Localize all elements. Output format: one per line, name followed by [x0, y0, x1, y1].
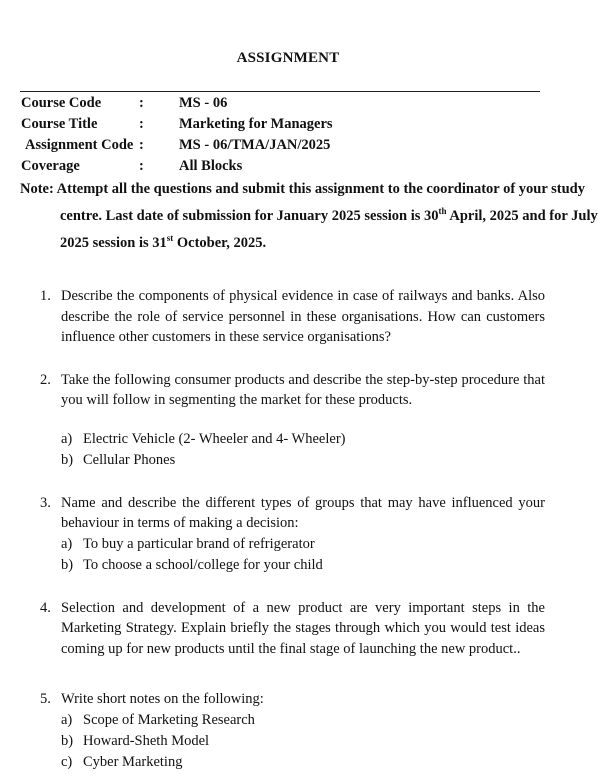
note-superscript: st — [166, 233, 174, 243]
sub-question-item — [61, 429, 545, 450]
sub-question-item — [61, 555, 545, 576]
question-item — [40, 370, 545, 411]
sub-question-text: Electric Vehicle (2- Wheeler and 4- Wheeler) — [83, 430, 346, 447]
meta-label: Course Title — [21, 116, 98, 132]
meta-colon: : — [139, 95, 144, 111]
question-number: 1. — [40, 288, 51, 304]
sub-question-item — [61, 752, 545, 773]
meta-label: Assignment Code — [25, 137, 134, 153]
sub-question-text: Cellular Phones — [83, 451, 176, 468]
meta-value: MS - 06 — [179, 95, 228, 111]
meta-row-coverage — [21, 156, 541, 177]
sub-question-text: To buy a particular brand of refrigerator — [83, 535, 315, 552]
question-item — [40, 493, 545, 534]
question-text: Selection and development of a new product are very important steps in the Marketing Strategy. Explain briefly the stages through which you would test ideas coming up for new products until the final stage of launching the new product.. — [61, 599, 545, 657]
submission-note — [20, 176, 598, 257]
header-rule — [20, 91, 540, 92]
question-text: Name and describe the different types of groups that may have influenced your behaviour in terms of making a decision: — [61, 494, 545, 531]
meta-colon: : — [139, 137, 144, 153]
sub-question-text: To choose a school/college for your child — [83, 556, 323, 573]
question-text: Describe the components of physical evidence in case of railways and banks. Also describe the role of service personnel in these organisations. How can customers influence other customers in these service organisations? — [61, 288, 545, 345]
question-number: 3. — [40, 494, 51, 511]
question-text: Write short notes on the following: — [61, 691, 264, 707]
note-text: April, 2025 and for July — [446, 208, 598, 224]
meta-colon: : — [139, 116, 144, 132]
note-line — [20, 230, 546, 257]
meta-row-course-title — [21, 114, 541, 135]
meta-value: Marketing for Managers — [179, 116, 333, 132]
document-title: ASSIGNMENT — [236, 50, 340, 66]
meta-value: All Blocks — [179, 158, 243, 174]
sub-question-letter: b) — [61, 451, 74, 468]
meta-value: MS - 06/TMA/JAN/2025 — [179, 137, 331, 153]
course-meta-table — [21, 93, 541, 177]
sub-question-letter: c) — [61, 753, 73, 770]
meta-row-course-code — [21, 93, 541, 114]
question-text: Take the following consumer products and describe the step-by-step procedure that you will follow in segmenting the market for these products. — [61, 371, 545, 408]
sub-question-text: Scope of Marketing Research — [83, 711, 255, 728]
sub-question-item — [61, 710, 545, 731]
sub-question-letter: b) — [61, 732, 74, 749]
meta-label: Course Code — [21, 95, 102, 111]
sub-question-item — [61, 731, 545, 752]
question-item — [40, 689, 545, 710]
note-superscript: th — [438, 206, 447, 216]
sub-question-text: Howard-Sheth Model — [83, 732, 210, 749]
sub-question-letter: a) — [61, 711, 73, 728]
meta-label: Coverage — [21, 158, 80, 174]
note-text: 2025 session is 31 — [60, 235, 167, 251]
note-text: centre. Last date of submission for January 2025 session is 30 — [60, 208, 439, 224]
question-list — [40, 286, 545, 773]
question-number: 2. — [40, 371, 51, 388]
sub-question-item — [61, 450, 545, 471]
sub-question-letter: b) — [61, 556, 74, 573]
sub-question-letter: a) — [61, 430, 73, 447]
meta-colon: : — [139, 158, 144, 174]
meta-row-assignment-code — [21, 135, 541, 156]
note-line: Note: Attempt all the questions and submit this assignment to the coordinator of your study — [20, 181, 585, 197]
question-number: 4. — [40, 599, 51, 616]
sub-question-item — [61, 534, 545, 555]
sub-question-text: Cyber Marketing — [83, 753, 183, 770]
question-number: 5. — [40, 691, 51, 707]
sub-question-letter: a) — [61, 535, 73, 552]
note-line — [20, 203, 598, 230]
question-item — [40, 598, 545, 660]
question-item — [40, 286, 545, 348]
note-text: October, 2025. — [173, 235, 267, 251]
